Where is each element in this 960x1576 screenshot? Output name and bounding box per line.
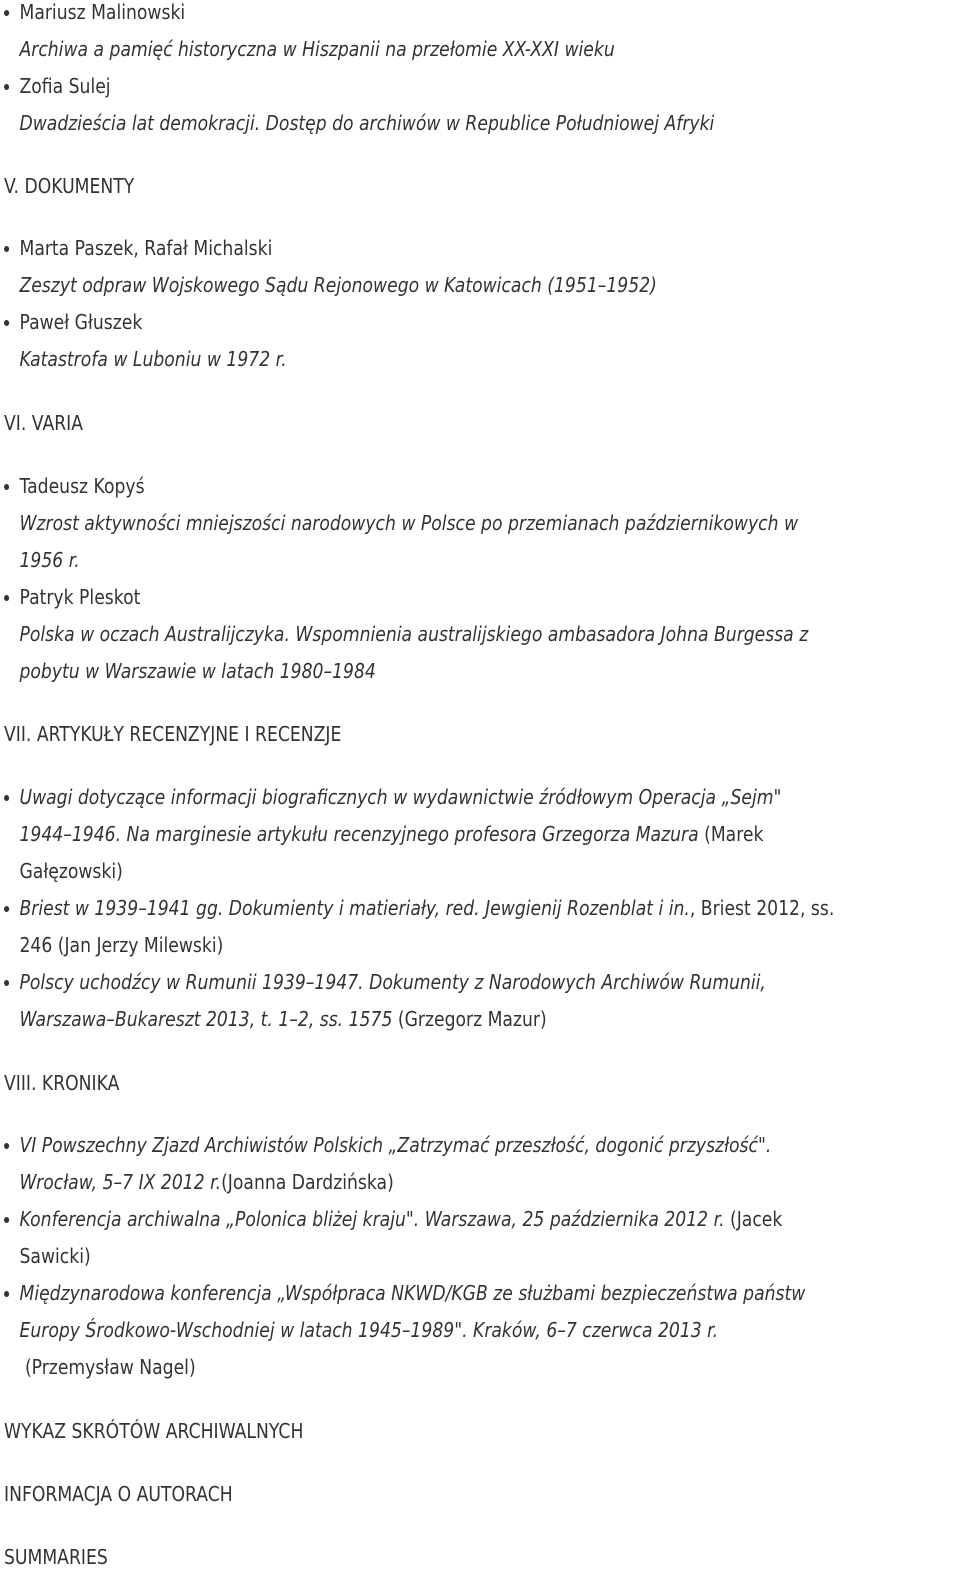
- bullet-icon: [4, 84, 9, 90]
- section-heading: VII. ARTYKUŁY RECENZYJNE I RECENZJE: [4, 722, 342, 746]
- item-title[interactable]: Katastrofa w Luboniu w 1972 r.: [19, 347, 287, 371]
- bullet-icon: [4, 595, 9, 601]
- item-detail: , Briest 2012, ss.: [689, 896, 835, 920]
- item-author: Tadeusz Kopyś: [19, 474, 145, 498]
- bullet-icon: [4, 320, 9, 326]
- section-heading: VIII. KRONIKA: [4, 1071, 120, 1095]
- item-reviewer: (Przemysław Nagel): [19, 1355, 196, 1379]
- bullet-icon: [4, 1217, 9, 1223]
- item-title-line[interactable]: Polska w oczach Australijczyka. Wspomnienia australijskiego ambasadora Johna Burgessa z: [19, 622, 809, 646]
- list-item: [4, 579, 959, 690]
- item-title[interactable]: Dwadzieścia lat demokracji. Dostęp do archiwów w Republice Południowej Afryki: [19, 111, 715, 135]
- section-6-list: [4, 468, 959, 690]
- list-item: [4, 230, 959, 304]
- item-title-line[interactable]: Uwagi dotyczące informacji biograficznych w wydawnictwie źródłowym Operacja „Sejm": [19, 785, 782, 809]
- item-title-line[interactable]: Konferencja archiwalna „Polonica bliżej kraju". Warszawa, 25 października 2012 r.: [19, 1207, 725, 1231]
- item-reviewer: (Joanna Dardzińska): [221, 1170, 394, 1194]
- section-5-list: [4, 230, 959, 378]
- bullet-icon: [4, 10, 9, 16]
- item-author: Zofia Sulej: [19, 74, 111, 98]
- item-title-line[interactable]: Europy Środkowo-Wschodniej w latach 1945–1989". Kraków, 6–7 czerwca 2013 r.: [19, 1318, 719, 1342]
- item-title-line[interactable]: 1944–1946. Na marginesie artykułu recenzyjnego profesora Grzegorza Mazura: [19, 822, 699, 846]
- bullet-icon: [4, 246, 9, 252]
- item-title-line[interactable]: Wzrost aktywności mniejszości narodowych w Polsce po przemianach październikowych w: [19, 511, 799, 535]
- item-title-line[interactable]: Briest w 1939–1941 gg. Dokumienty i matieriały, red. Jewgienij Rozenblat i in.: [19, 896, 690, 920]
- item-title[interactable]: Archiwa a pamięć historyczna w Hiszpanii na przełomie XX-XXI wieku: [19, 37, 615, 61]
- item-reviewer: Gałęzowski): [19, 859, 123, 883]
- item-reviewer: (Marek: [698, 822, 764, 846]
- bullet-icon: [4, 1291, 9, 1297]
- item-reviewer: 246 (Jan Jerzy Milewski): [19, 933, 224, 957]
- item-reviewer: (Grzegorz Mazur): [392, 1007, 547, 1031]
- bullet-icon: [4, 980, 9, 986]
- list-item: [4, 1201, 959, 1275]
- item-author: Patryk Pleskot: [19, 585, 141, 609]
- section-heading: V. DOKUMENTY: [4, 174, 135, 198]
- section-heading[interactable]: WYKAZ SKRÓTÓW ARCHIWALNYCH: [4, 1419, 304, 1443]
- item-title-line[interactable]: Międzynarodowa konferencja „Współpraca NKWD/KGB ze służbami bezpieczeństwa państw: [19, 1281, 806, 1305]
- list-item: [4, 468, 959, 579]
- bullet-icon: [4, 484, 9, 490]
- item-author: Marta Paszek, Rafał Michalski: [19, 236, 273, 260]
- item-author: Paweł Głuszek: [19, 310, 143, 334]
- item-title[interactable]: Zeszyt odpraw Wojskowego Sądu Rejonowego w Katowicach (1951–1952): [19, 273, 657, 297]
- item-title-line[interactable]: Wrocław, 5–7 IX 2012 r.: [19, 1170, 222, 1194]
- list-item: [4, 304, 959, 378]
- list-item: [4, 1275, 959, 1386]
- list-item: [4, 890, 959, 964]
- item-title-line[interactable]: Polscy uchodźcy w Rumunii 1939–1947. Dokumenty z Narodowych Archiwów Rumunii,: [19, 970, 766, 994]
- section-8-list: [4, 1127, 959, 1386]
- section-7-list: [4, 779, 959, 1038]
- item-title-line[interactable]: Warszawa–Bukareszt 2013, t. 1–2, ss. 1575: [19, 1007, 393, 1031]
- list-item: [4, 964, 959, 1038]
- item-author: Mariusz Malinowski: [19, 0, 186, 24]
- list-item: [4, 0, 959, 68]
- item-title-line[interactable]: 1956 r.: [19, 548, 80, 572]
- item-title-line[interactable]: VI Powszechny Zjazd Archiwistów Polskich „Zatrzymać przeszłość, dogonić przyszłość".: [19, 1133, 772, 1157]
- bullet-icon: [4, 906, 9, 912]
- list-item: [4, 1127, 959, 1201]
- item-reviewer: Sawicki): [19, 1244, 91, 1268]
- section-heading: VI. VARIA: [4, 411, 83, 435]
- list-item: [4, 68, 959, 142]
- bullet-icon: [4, 1143, 9, 1149]
- section-4-list: [4, 0, 959, 142]
- bullet-icon: [4, 795, 9, 801]
- item-title-line[interactable]: pobytu w Warszawie w latach 1980–1984: [19, 659, 376, 683]
- section-heading[interactable]: SUMMARIES: [4, 1545, 108, 1569]
- item-reviewer: (Jacek: [724, 1207, 783, 1231]
- section-heading[interactable]: INFORMACJA O AUTORACH: [4, 1482, 233, 1506]
- list-item: [4, 779, 959, 890]
